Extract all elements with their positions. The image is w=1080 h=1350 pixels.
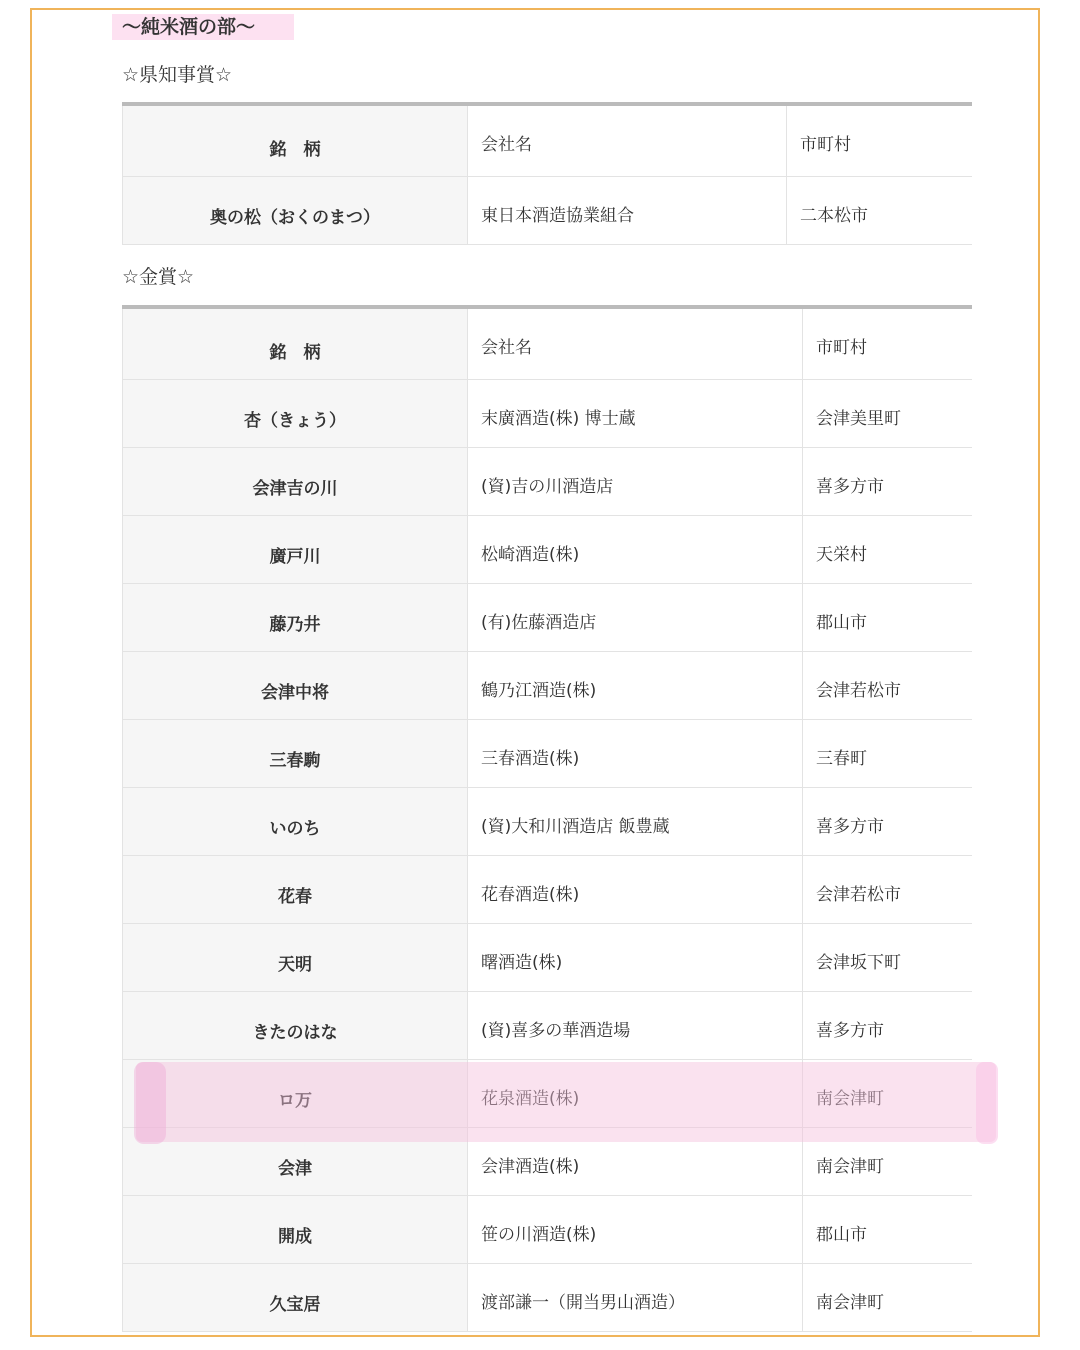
company-cell: 渡部謙一（開当男山酒造） <box>468 1263 803 1331</box>
city-cell: 南会津町 <box>803 1263 972 1331</box>
table-header-row <box>123 307 972 379</box>
city-header: 市町村 <box>803 307 972 379</box>
award-heading-governor: ☆県知事賞☆ <box>122 64 233 86</box>
brand-cell: 久宝居 <box>123 1263 468 1331</box>
section-title: 〜純米酒の部〜 <box>112 14 294 40</box>
company-cell: 笹の川酒造(株) <box>468 1195 803 1263</box>
city-header: 市町村 <box>787 104 972 176</box>
company-cell: (資)喜多の華酒造場 <box>468 991 803 1059</box>
brand-cell: きたのはな <box>123 991 468 1059</box>
brand-header: 銘 柄 <box>123 307 468 379</box>
table-row <box>123 1195 972 1263</box>
brand-header: 銘 柄 <box>123 104 468 176</box>
city-cell: 郡山市 <box>803 583 972 651</box>
brand-cell: 廣戸川 <box>123 515 468 583</box>
brand-cell: 天明 <box>123 923 468 991</box>
company-cell: 鶴乃江酒造(株) <box>468 651 803 719</box>
brand-cell: 花春 <box>123 855 468 923</box>
award-heading-gold: ☆金賞☆ <box>122 266 195 288</box>
brand-cell: 奥の松（おくのまつ） <box>123 176 468 244</box>
brand-cell: 三春駒 <box>123 719 468 787</box>
company-cell: 末廣酒造(株) 博士蔵 <box>468 379 803 447</box>
table-row <box>123 991 972 1059</box>
table-row <box>123 923 972 991</box>
company-cell: 花春酒造(株) <box>468 855 803 923</box>
brand-cell: いのち <box>123 787 468 855</box>
company-cell: 東日本酒造協業組合 <box>468 176 787 244</box>
company-cell: (資)大和川酒造店 飯豊蔵 <box>468 787 803 855</box>
table-header-row <box>123 104 972 176</box>
company-header: 会社名 <box>468 104 787 176</box>
brand-cell: ロ万 <box>123 1059 468 1127</box>
city-cell: 会津若松市 <box>803 651 972 719</box>
table-row <box>123 651 972 719</box>
table-row <box>123 787 972 855</box>
company-cell: 花泉酒造(株) <box>468 1059 803 1127</box>
table-row <box>123 176 972 244</box>
city-cell: 喜多方市 <box>803 447 972 515</box>
gold-award-table <box>122 305 972 1332</box>
company-cell: 松崎酒造(株) <box>468 515 803 583</box>
city-cell: 喜多方市 <box>803 787 972 855</box>
table-row <box>123 583 972 651</box>
city-cell: 会津美里町 <box>803 379 972 447</box>
table-row <box>123 447 972 515</box>
city-cell: 会津坂下町 <box>803 923 972 991</box>
company-cell: 会津酒造(株) <box>468 1127 803 1195</box>
table-row <box>123 379 972 447</box>
company-cell: (資)吉の川酒造店 <box>468 447 803 515</box>
city-cell: 天栄村 <box>803 515 972 583</box>
company-cell: 曙酒造(株) <box>468 923 803 991</box>
brand-cell: 開成 <box>123 1195 468 1263</box>
table-row <box>123 855 972 923</box>
city-cell: 二本松市 <box>787 176 972 244</box>
city-cell: 南会津町 <box>803 1127 972 1195</box>
table-row <box>123 515 972 583</box>
brand-cell: 藤乃井 <box>123 583 468 651</box>
city-cell: 郡山市 <box>803 1195 972 1263</box>
city-cell: 喜多方市 <box>803 991 972 1059</box>
brand-cell: 杏（きょう） <box>123 379 468 447</box>
table-row <box>123 719 972 787</box>
company-cell: 三春酒造(株) <box>468 719 803 787</box>
company-cell: (有)佐藤酒造店 <box>468 583 803 651</box>
table-row <box>123 1263 972 1331</box>
brand-cell: 会津吉の川 <box>123 447 468 515</box>
governor-award-table <box>122 102 972 245</box>
city-cell: 会津若松市 <box>803 855 972 923</box>
brand-cell: 会津 <box>123 1127 468 1195</box>
brand-cell: 会津中将 <box>123 651 468 719</box>
city-cell: 南会津町 <box>803 1059 972 1127</box>
table-row <box>123 1127 972 1195</box>
city-cell: 三春町 <box>803 719 972 787</box>
company-header: 会社名 <box>468 307 803 379</box>
table-row-highlighted <box>123 1059 972 1127</box>
